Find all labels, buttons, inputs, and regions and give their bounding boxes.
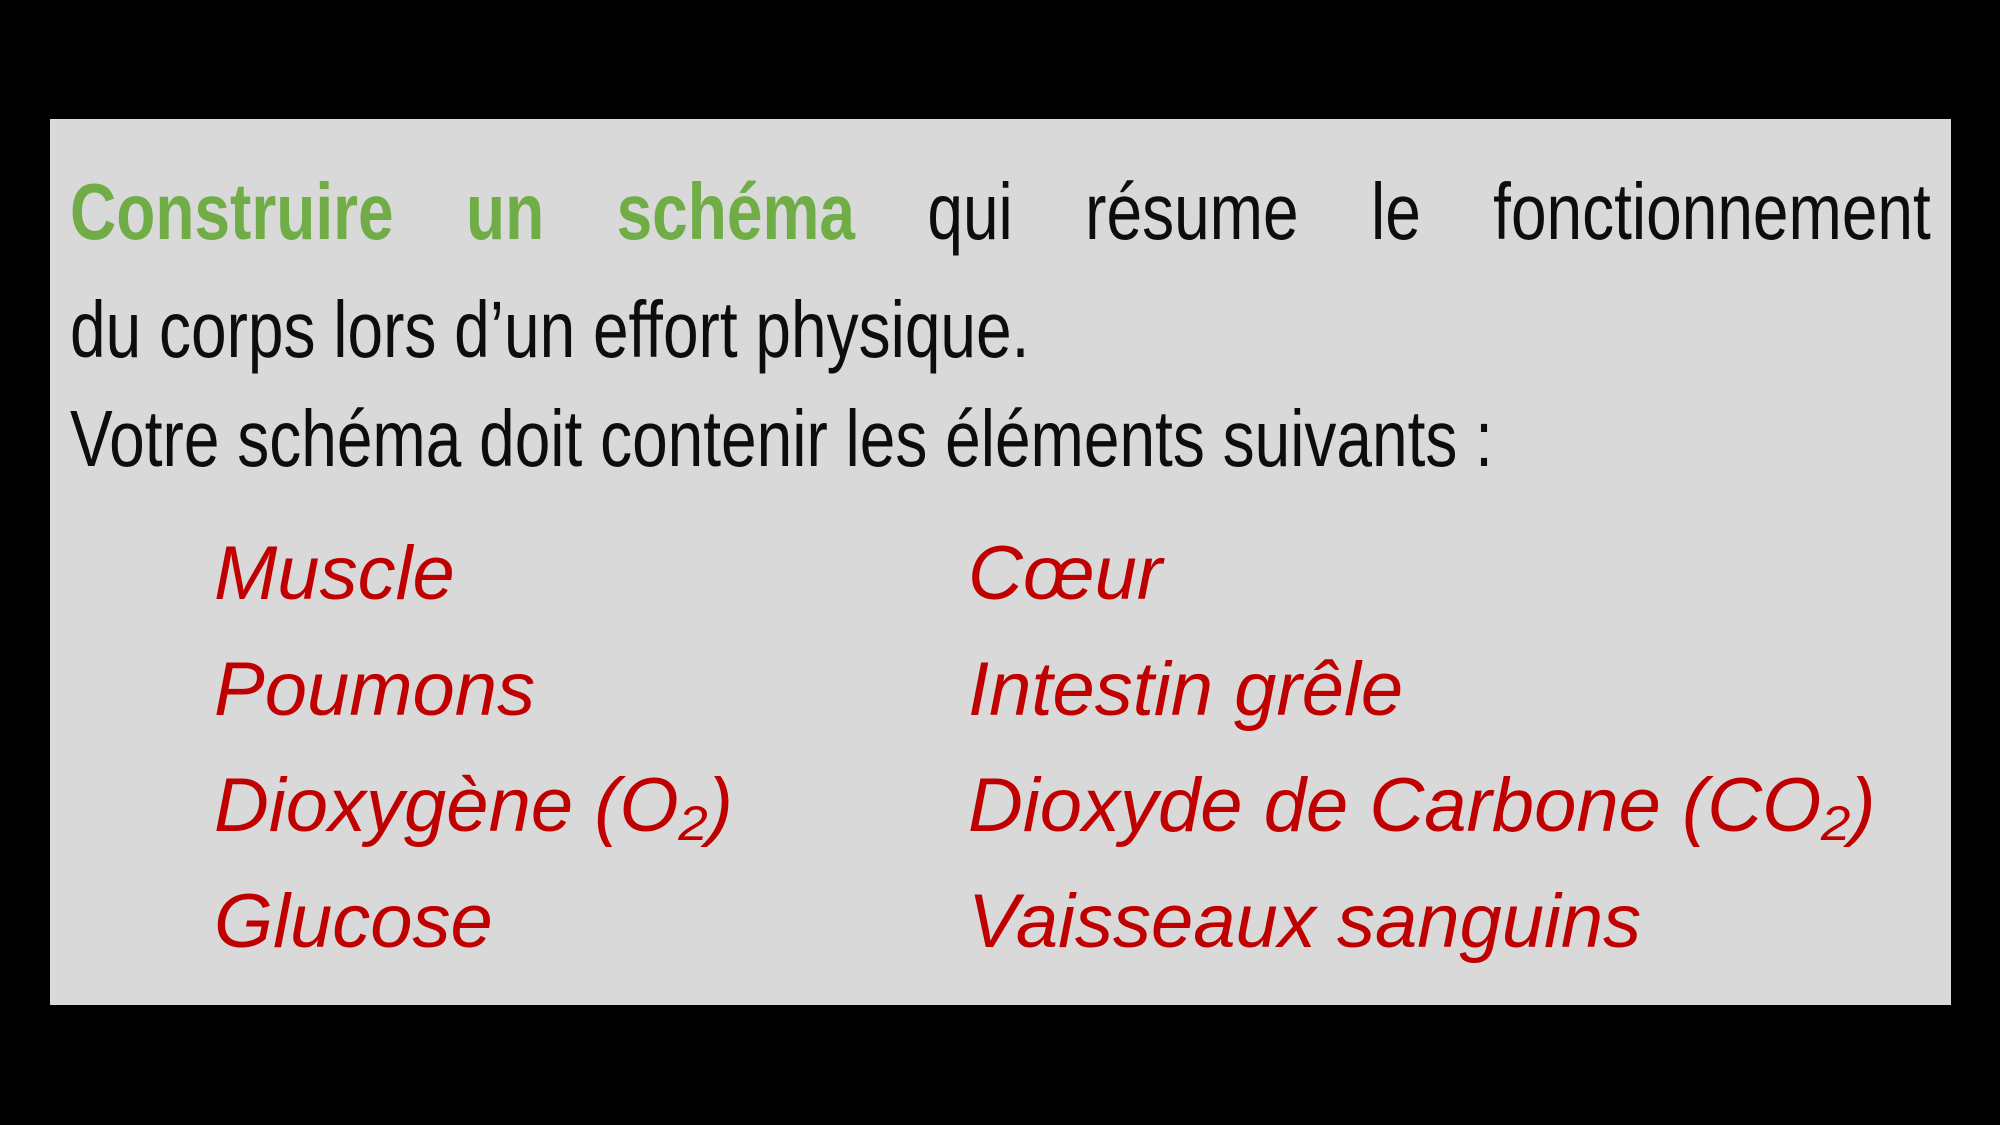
item-dioxyde-de-carbone: Dioxyde de Carbone (CO₂) — [968, 763, 1876, 848]
item-dioxygene: Dioxygène (O₂) — [214, 763, 733, 848]
item-muscle: Muscle — [214, 531, 455, 616]
intro-line-1-rest: qui résume le fonctionnement — [854, 167, 1931, 256]
item-intestin-grele: Intestin grêle — [968, 647, 1404, 732]
content-panel — [50, 119, 1951, 1005]
item-glucose: Glucose — [214, 879, 493, 964]
intro-line-2: du corps lors d’un effort physique. — [70, 285, 1030, 374]
item-poumons: Poumons — [214, 647, 536, 732]
item-vaisseaux-sanguins: Vaisseaux sanguins — [968, 879, 1642, 964]
item-coeur: Cœur — [968, 531, 1163, 616]
highlight-construire-un-schema: Construire un schéma — [70, 167, 855, 256]
intro-line-1 — [70, 156, 1931, 268]
intro-line-3: Votre schéma doit contenir les éléments suivants : — [70, 394, 1493, 483]
